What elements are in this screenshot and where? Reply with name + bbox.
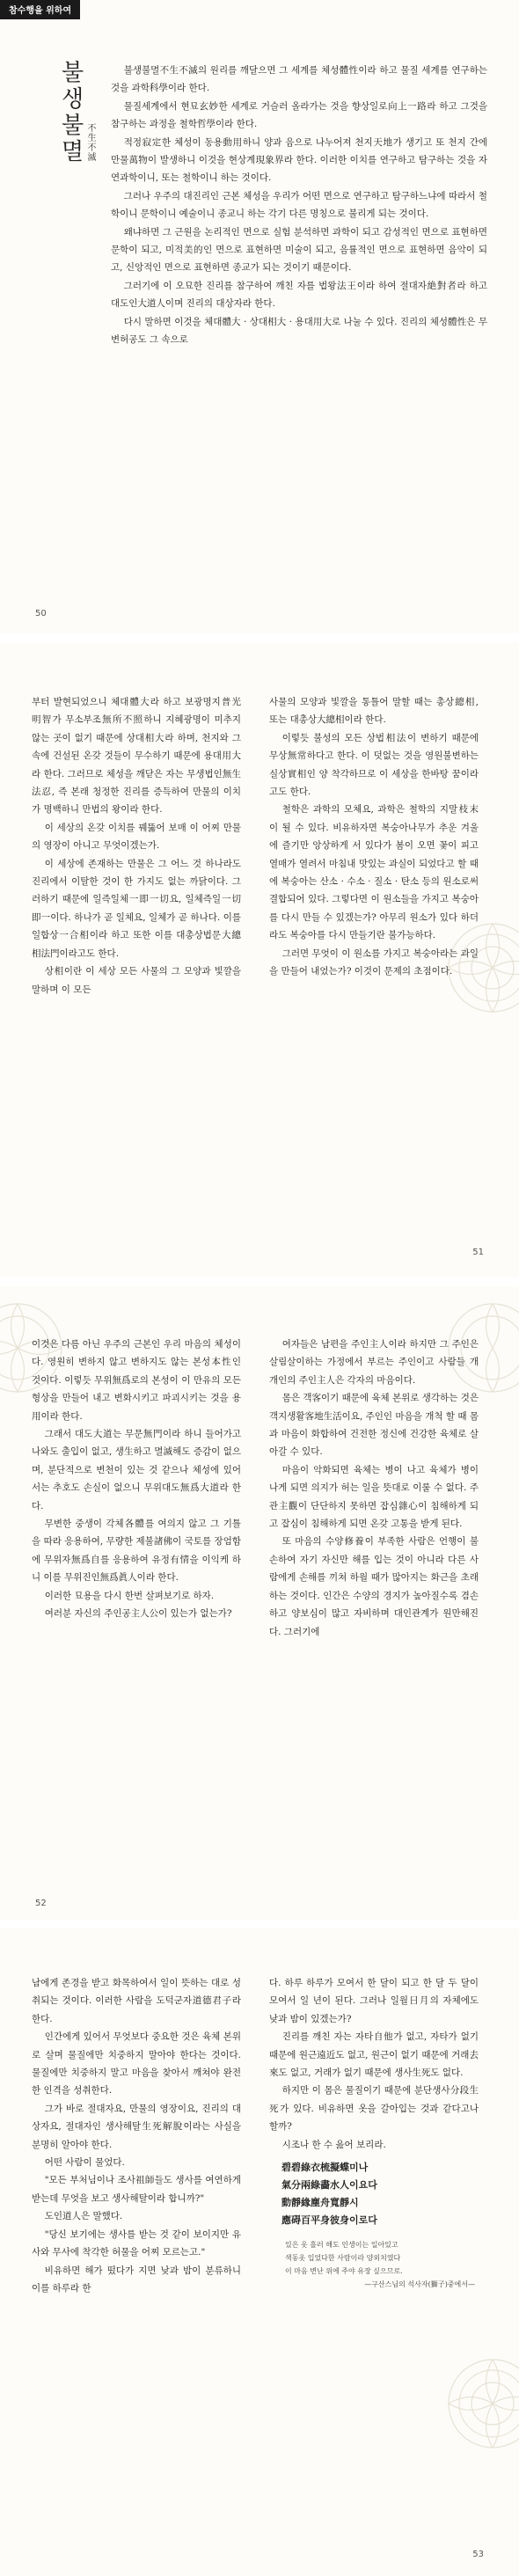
paragraph: 마음이 악화되면 육체는 병이 나고 육체가 병이 나게 되면 의지가 허는 일을 뜻대로 이룰 수 없다. 주관主觀이 단단하지 못하면 잡심雜心이 침해하게 되고 잡심이 침해하게 되면 온갖 고통을 받게 된다.	[269, 1464, 479, 1530]
paragraph: 여자들은 남편을 주인主人이라 하지만 그 주인은 살림살이하는 가정에서 부르는 주인이고 사람들 개개인의 주인主人은 각자의 마음이다.	[269, 1339, 479, 1386]
paragraph: 하지만 이 몸은 물질이기 때문에 분단생사分段生死가 있다. 비유하면 옷을 갈아입는 것과 같다고나 할까?	[269, 2085, 479, 2133]
paragraph: 몸은 객客이기 때문에 육체 본위로 생각하는 것은 객지생활客地生活이요, 주인인 마음을 개척 할 때 몸과 마음이 화합하여 건전한 정신에 건강한 육체로 살아갈 수 있다.	[269, 1393, 479, 1458]
translation-line: 이 마음 변난 위에 주야 유장 싶으므로.	[285, 2267, 403, 2276]
paragraph: 이 세상에 존재하는 만물은 그 어느 것 하나라도 진리에서 이탈한 것이 한 가지도 없는 까닭이다. 그러하기 때문에 일즉일체一即一切요, 일체즉일一切即一이다. 하나가 곧 일체요, 일체가 곧 하나다. 이를 일합상一合相이라 하고 또한 이를 대총상법문大總相法門이라고도 한다.	[32, 858, 241, 959]
paragraph: 시조나 한 수 읊어 보리라.	[281, 2139, 386, 2150]
paragraph: 이렇듯 불성의 모든 상법相法이 변하기 때문에 무상無常하다고 한다. 이 덧없는 것을 영원불변하는 실상實相인 양 착각하므로 이 세상을 한바탕 꿈이라고도 한다.	[269, 732, 479, 798]
paragraph: 무변한 중생이 각체各體를 여의지 않고 그 기틀을 따라 응용하여, 무량한 제불諸佛이 국토를 장엄함에 무위자無爲自를 응용하여 유정有情을 이익케 하니 이를 무위진인無爲眞人이라 한다.	[32, 1519, 241, 1584]
poem-line: 動靜緣塵舟寬靜시	[281, 2197, 359, 2209]
page-53-left-column	[32, 1974, 241, 2297]
paragraph: 이 세상의 온갖 이치를 꿰뚫어 보매 이 어찌 만물의 영장이 아니고 무엇이겠는가.	[32, 822, 241, 852]
translation-line: 있은 옷 흘러 해도 인생이는 일아있고	[285, 2241, 398, 2250]
poem-translation	[269, 2238, 479, 2291]
poem-source: —구산스님의 석사자(獅子)중에서—	[364, 2280, 475, 2289]
paragraph: 다시 말하면 이것을 체대體大 · 상대相大 · 용대用大로 나눌 수 있다. 진리의 체성體性은 무변허공도 그 속으로	[111, 316, 487, 346]
page-51	[0, 642, 519, 1277]
paragraph: 도인道人은 말했다.	[44, 2211, 123, 2222]
paragraph: 적정寂定한 체성이 동용動用하니 양과 음으로 나누어져 천지天地가 생기고 또 천지 간에 만물萬物이 발생하니 이것을 현상계現象界라 한다. 이러한 이치를 연구하고 탐구하는 것을 자연과학이니, 또는 철학이니 하는 것이다.	[111, 136, 487, 184]
poem-line: 應碍百平身彼身이로다	[281, 2214, 377, 2227]
translation-line: 색동옷 입었다한 사람이라 양외치였다	[285, 2254, 401, 2263]
page-number: 53	[472, 2550, 484, 2559]
paragraph: 다. 하루 하루가 모여서 한 달이 되고 한 달 두 달이 모여서 일 년이 된다. 그러나 일월日月의 자체에도 낮과 밤이 있겠는가?	[269, 1978, 479, 2024]
paragraph: 이러한 묘용을 다시 한번 살펴보기로 하자.	[44, 1590, 215, 1601]
paragraph: 물질세계에서 현묘玄妙한 세계로 거슬러 올라가는 것을 향상일로向上一路라 하고 그것을 참구하는 과정을 철학哲學이라 한다.	[111, 100, 487, 130]
page-50-body	[111, 62, 487, 349]
sijo-poem	[269, 2159, 479, 2229]
paragraph: 그러기에 이 오묘한 진리를 참구하여 깨친 자를 법왕法王이라 하여 절대자絶對者라 하고 대도인大道人이며 진리의 대상자라 한다.	[111, 280, 487, 310]
chapter-title-hanja: 不生不滅	[85, 123, 95, 162]
paragraph: 철학은 과학의 모체요, 과학은 철학의 지말枝末이 될 수 있다. 비유하자면 복숭아나무가 추운 겨울에 즐기만 앙상하게 서 있다가 봄이 오면 꽃이 피고 열매가 열려서 마침내 맛있는 과실이 되었다고 할 때에 복숭아는 산소 · 수소 · 질소 · 탄소 등의 원소로써 결합되어 있다. 그렇다면 이 원소들을 가지고 복숭아를 다시 만들 수 있겠는가? 아무리 원소가 있다 하더라도 복숭아를 다시 만들기란 불가능하다.	[269, 804, 479, 941]
page-number: 52	[35, 1899, 47, 1908]
paragraph: 왜냐하면 그 근원을 논리적인 면으로 실험 분석하면 과학이 되고 감성적인 면으로 표현하면 문학이 되고, 미적美的인 면으로 표현하면 미술이 되고, 음률적인 면으로 표현하면 음악이 되고, 신앙적인 면으로 표현하면 종교가 되는 것이기 때문이다.	[111, 226, 487, 274]
paragraph: 그래서 대도大道는 무문無門이라 하니 들어가고 나와도 출입이 없고, 생生하고 멸滅해도 증감이 없으며, 분단적으로 변천이 있는 것 같으나 체성에 있어서는 추호도 손실이 없으니 무위대도無爲大道라 한다.	[32, 1429, 241, 1511]
page-51-left-column	[32, 693, 241, 999]
paragraph: 사물의 모양과 빛깔을 통틀어 말할 때는 총상總相, 또는 대총상大總相이라 한다.	[269, 697, 479, 726]
poem-line: 碧碧綠衣梳擬蝶미나	[281, 2162, 369, 2174]
paragraph: "모든 부처님이나 조사祖師들도 생사를 여연하게 받는데 무엇을 보고 생사해탈이라 합니까?"	[32, 2175, 241, 2204]
paragraph: 인간에게 있어서 무엇보다 중요한 것은 육체 본위로 살며 물질에만 치중하지 말아야 한다는 것이다. 물질에만 치중하지 말고 마음을 찾아서 깨쳐야 완전한 인격을 성취한다.	[32, 2031, 241, 2097]
paragraph: "당신 보기에는 생사를 받는 것 같이 보이지만 유사와 무사에 착각한 허물을 어찌 모르는고."	[32, 2228, 241, 2258]
page-52-left-column	[32, 1336, 241, 1623]
paragraph: 남에게 존경을 받고 화목하여서 일이 뜻하는 대로 성취되는 것이다. 이러한 사람을 도덕군자道德君子라 한다.	[32, 1978, 241, 2024]
page-number: 50	[35, 609, 47, 618]
chapter-title: 불생불멸	[57, 60, 84, 165]
page-53	[0, 1928, 519, 2576]
paragraph: 그가 바로 절대자요, 만물의 영장이요, 진리의 대상자요, 절대자인 생사해탈生死解脫이라는 사실을 분명히 알아야 한다.	[32, 2103, 241, 2150]
paragraph: 불생불멸不生不滅의 원리를 깨달으면 그 세계를 체성體性이라 하고 물질 세계를 연구하는 것을 과학科學이라 한다.	[111, 65, 487, 94]
paragraph: 이것은 다름 아닌 우주의 근본인 우리 마음의 체성이다. 영원히 변하지 않고 변하지도 않는 본성本性인 것이다. 이렇듯 무위無爲로의 본성이 이 만유의 모든 형상을 만들어 내고 변화시키고 파괴시키는 것을 용用이라 한다.	[32, 1339, 241, 1422]
page-50	[0, 0, 519, 633]
page-number: 51	[472, 1248, 484, 1257]
paragraph: 어떤 사람이 물었다.	[44, 2157, 125, 2169]
poem-line: 氣分兩綠畵水人이요다	[281, 2179, 377, 2192]
paragraph: 또 마음의 수양修養이 부족한 사람은 언행이 불손하여 자기 자신만 해를 입는 것이 아니라 다른 사람에게 손해를 끼쳐 하월 때가 많아지는 화근을 초래하는 것이다. 인간은 수양의 경지가 높아질수록 겸손하고 양보심이 많고 자비하며 대인관계가 원만해진다. 그러기에	[269, 1536, 479, 1637]
page-gap	[0, 1277, 519, 1286]
page-gap	[0, 633, 519, 642]
page-53-right-column	[269, 1974, 479, 2291]
paragraph: 여러분 자신의 주인공主人公이 있는가 없는가?	[44, 1608, 232, 1620]
paragraph: 상相이란 이 세상 모든 사물의 그 모양과 빛깔을 말하며 이 모든	[32, 966, 241, 995]
paragraph: 그러면 무엇이 이 원소를 가지고 복숭아라는 과일을 만들어 내었는가? 이것이 문제의 초점이다.	[269, 948, 479, 977]
paragraph: 비유하면 해가 떴다가 지면 낮과 밤이 분류하니 이를 하루라 한	[32, 2265, 241, 2294]
paragraph: 그러나 우주의 대진리인 근본 체성을 우리가 어떤 면으로 연구하고 탐구하느냐에 따라서 철학이니 문학이니 예술이니 종교니 하는 각기 다른 명칭으로 불리게 되는 것이다.	[111, 190, 487, 220]
running-head: 참수행을 위하여	[0, 0, 80, 19]
page-52-right-column	[269, 1336, 479, 1641]
paragraph: 부터 발현되었으니 체대體大라 하고 보광명지普光明智가 무소부조無所不照하니 지혜광명이 미추지 않는 곳이 없기 때문에 상대相大라 하며, 천지와 그 속에 건설된 온갖 것들이 무수하기 때문에 용대用大라 한다. 그러므로 체성을 깨닫은 자는 무생법인無生法忍, 즉 본래 청정한 진리를 증득하여 만물의 이치가 명백하니 만법의 왕이라 한다.	[32, 697, 241, 816]
paragraph: 진리를 깨친 자는 자타自他가 없고, 자타가 없기 때문에 원근遠近도 없고, 원근이 없기 때문에 거래去來도 없고, 거래가 없기 때문에 생사生死도 없다.	[269, 2031, 479, 2079]
lotus-ornament-icon	[440, 2342, 519, 2465]
page-gap	[0, 1920, 519, 1928]
page-51-right-column	[269, 693, 479, 981]
page-52	[0, 1286, 519, 1920]
